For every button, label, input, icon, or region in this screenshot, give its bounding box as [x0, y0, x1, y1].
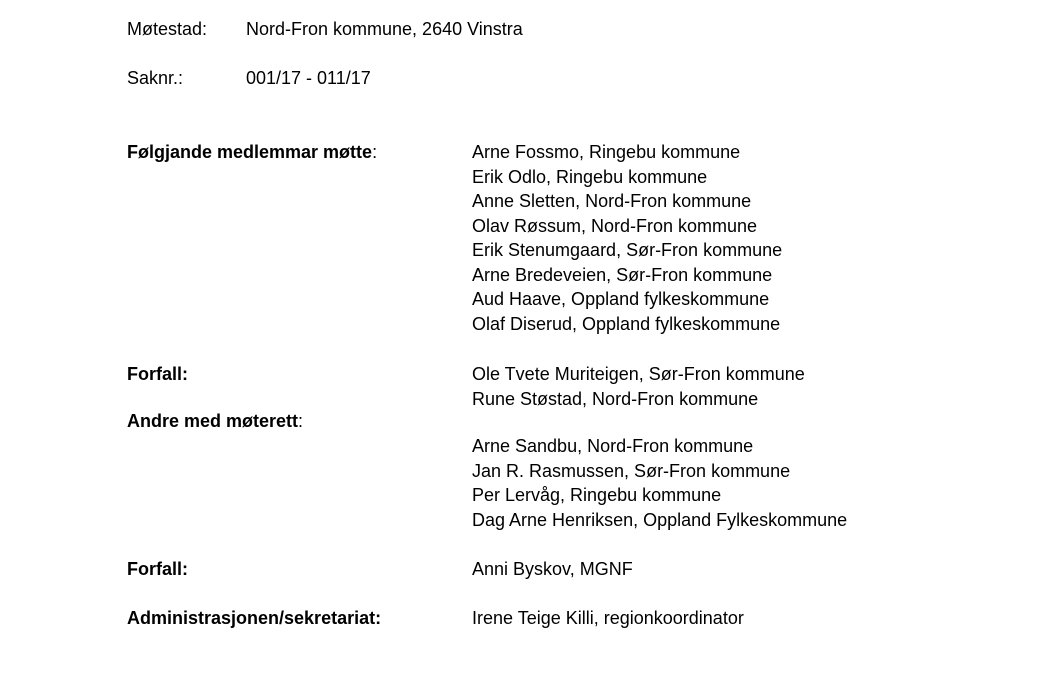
list-item: Anne Sletten, Nord-Fron kommune: [472, 191, 752, 211]
list-item: Ole Tvete Muriteigen, Sør-Fron kommune: [472, 364, 805, 384]
meeting-place-label: Møtestad:: [127, 19, 208, 39]
list-item: Arne Fossmo, Ringebu kommune: [472, 142, 741, 162]
list-item: Arne Bredeveien, Sør-Fron kommune: [472, 264, 773, 285]
members-present-label-text: Følgjande medlemmar møtte: [127, 142, 373, 162]
administration-label: Administrasjonen/sekretariat:: [127, 608, 382, 628]
list-item: Olav Røssum, Nord-Fron kommune: [472, 215, 758, 236]
others-label: [127, 409, 303, 434]
list-item: Dag Arne Henriksen, Oppland Fylkeskommune: [472, 509, 848, 530]
members-present-label: [127, 140, 377, 165]
others-list: [472, 434, 847, 532]
members-present-label-colon: :: [372, 142, 378, 162]
list-item: Aud Haave, Oppland fylkeskommune: [472, 289, 770, 309]
list-item: Irene Teige Killi, regionkoordinator: [472, 608, 744, 628]
list-item: Arne Sandbu, Nord-Fron kommune: [472, 436, 754, 456]
meeting-place-value: Nord-Fron kommune, 2640 Vinstra: [246, 19, 523, 39]
list-item: Erik Odlo, Ringebu kommune: [472, 166, 708, 187]
administration-list: [472, 606, 744, 631]
absent-others-label: Forfall:: [127, 559, 188, 579]
list-item: Rune Støstad, Nord-Fron kommune: [472, 388, 759, 409]
absent-label: Forfall:: [127, 364, 188, 384]
list-item: Erik Stenumgaard, Sør-Fron kommune: [472, 240, 783, 260]
members-present-list: [472, 140, 782, 336]
list-item: Olaf Diserud, Oppland fylkeskommune: [472, 313, 781, 334]
absent-list: [472, 362, 805, 411]
list-item: Per Lervåg, Ringebu kommune: [472, 485, 722, 505]
list-item: Jan R. Rasmussen, Sør-Fron kommune: [472, 460, 791, 481]
absent-others-list: [472, 557, 633, 582]
case-number-value: 001/17 - 011/17: [246, 68, 371, 88]
list-item: Anni Byskov, MGNF: [472, 559, 633, 579]
case-number-label: Saknr.:: [127, 68, 184, 88]
others-label-colon: :: [298, 411, 304, 431]
others-label-text: Andre med møterett: [127, 411, 299, 431]
